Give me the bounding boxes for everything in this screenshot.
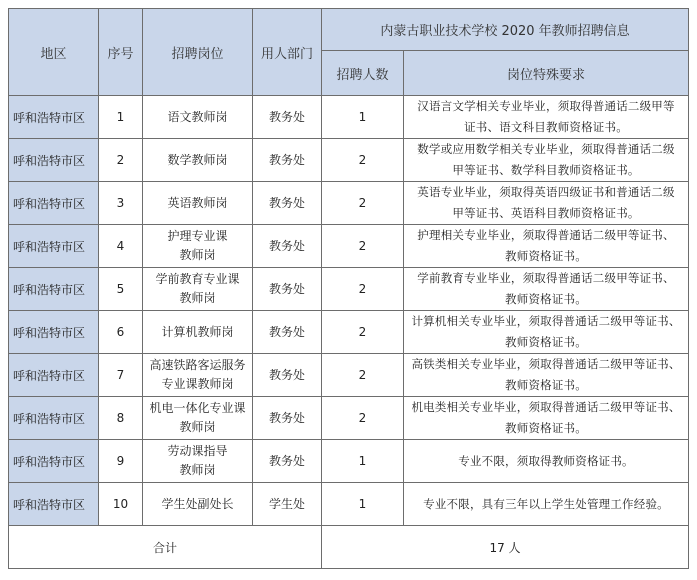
cell-region: 呼和浩特市区	[9, 311, 99, 354]
header-count: 招聘人数	[322, 51, 404, 96]
recruitment-table	[8, 8, 689, 569]
requirement-line: 高铁类相关专业毕业，须取得普通话二级甲等证书、	[411, 357, 681, 371]
cell-region: 呼和浩特市区	[9, 225, 99, 268]
table-row	[9, 225, 689, 268]
cell-requirements	[404, 440, 689, 483]
cell-department: 教务处	[253, 268, 322, 311]
requirement-line: 教师资格证书。	[505, 335, 587, 349]
header-position: 招聘岗位	[143, 9, 253, 96]
cell-index: 1	[99, 96, 143, 139]
cell-position	[143, 440, 253, 483]
position-line: 学前教育专业课	[155, 272, 240, 286]
cell-position	[143, 311, 253, 354]
cell-region: 呼和浩特市区	[9, 139, 99, 182]
cell-department: 教务处	[253, 96, 322, 139]
cell-region: 呼和浩特市区	[9, 397, 99, 440]
table-row	[9, 354, 689, 397]
cell-index: 3	[99, 182, 143, 225]
cell-region: 呼和浩特市区	[9, 268, 99, 311]
cell-index: 2	[99, 139, 143, 182]
table-row	[9, 268, 689, 311]
cell-requirements	[404, 225, 689, 268]
cell-requirements	[404, 96, 689, 139]
footer-total-value: 17 人	[322, 526, 689, 569]
requirement-line: 学前教育专业毕业，须取得普通话二级甲等证书、	[417, 271, 675, 285]
cell-department: 教务处	[253, 182, 322, 225]
cell-requirements	[404, 268, 689, 311]
position-line: 学生处副处长	[161, 496, 234, 511]
cell-position	[143, 397, 253, 440]
cell-region: 呼和浩特市区	[9, 354, 99, 397]
position-line: 数学教师岗	[167, 152, 228, 167]
requirement-line: 教师资格证书。	[505, 378, 587, 392]
cell-position	[143, 96, 253, 139]
cell-department: 教务处	[253, 139, 322, 182]
header-school-title: 内蒙古职业技术学校 2020 年教师招聘信息	[322, 9, 689, 51]
cell-position	[143, 225, 253, 268]
position-line: 教师岗	[179, 420, 216, 434]
cell-position	[143, 483, 253, 526]
requirement-line: 护理相关专业毕业，须取得普通话二级甲等证书、	[417, 228, 675, 242]
cell-requirements	[404, 182, 689, 225]
table-row	[9, 483, 689, 526]
cell-requirements	[404, 354, 689, 397]
cell-count: 2	[322, 268, 404, 311]
position-line: 计算机教师岗	[161, 324, 234, 339]
requirement-line: 英语专业毕业，须取得英语四级证书和普通话二级	[417, 185, 675, 199]
requirement-line: 教师资格证书。	[505, 421, 587, 435]
requirement-line: 机电类相关专业毕业，须取得普通话二级甲等证书、	[411, 400, 681, 414]
cell-department: 教务处	[253, 354, 322, 397]
cell-index: 4	[99, 225, 143, 268]
table-row	[9, 397, 689, 440]
cell-count: 2	[322, 225, 404, 268]
cell-count: 1	[322, 483, 404, 526]
position-line: 教师岗	[179, 248, 216, 262]
requirement-line: 教师资格证书。	[505, 292, 587, 306]
position-line: 护理专业课	[167, 229, 228, 243]
position-line: 英语教师岗	[167, 195, 228, 210]
requirement-line: 甲等证书、数学科目教师资格证书。	[452, 163, 640, 177]
cell-department: 教务处	[253, 225, 322, 268]
requirement-line: 计算机相关专业毕业，须取得普通话二级甲等证书、	[411, 314, 681, 328]
cell-position	[143, 182, 253, 225]
table-row	[9, 182, 689, 225]
position-line: 专业课教师岗	[161, 377, 234, 391]
cell-department: 教务处	[253, 311, 322, 354]
cell-region: 呼和浩特市区	[9, 483, 99, 526]
table-row	[9, 311, 689, 354]
requirement-line: 甲等证书、英语科目教师资格证书。	[452, 206, 640, 220]
cell-count: 2	[322, 182, 404, 225]
position-line: 教师岗	[179, 291, 216, 305]
cell-department: 教务处	[253, 440, 322, 483]
position-line: 劳动课指导	[167, 444, 228, 458]
cell-index: 5	[99, 268, 143, 311]
header-department: 用人部门	[253, 9, 322, 96]
cell-position	[143, 354, 253, 397]
cell-requirements	[404, 139, 689, 182]
cell-index: 7	[99, 354, 143, 397]
cell-requirements	[404, 311, 689, 354]
cell-department: 教务处	[253, 397, 322, 440]
cell-region: 呼和浩特市区	[9, 96, 99, 139]
table-row	[9, 440, 689, 483]
cell-index: 10	[99, 483, 143, 526]
header-index: 序号	[99, 9, 143, 96]
cell-requirements	[404, 397, 689, 440]
cell-department: 学生处	[253, 483, 322, 526]
requirement-line: 数学或应用数学相关专业毕业，须取得普通话二级	[417, 142, 675, 156]
cell-index: 6	[99, 311, 143, 354]
cell-position	[143, 139, 253, 182]
footer-total-label: 合计	[9, 526, 322, 569]
requirement-line: 专业不限，具有三年以上学生处管理工作经验。	[423, 496, 669, 511]
header-requirements: 岗位特殊要求	[404, 51, 689, 96]
cell-position	[143, 268, 253, 311]
position-line: 教师岗	[179, 463, 216, 477]
requirement-line: 汉语言文学相关专业毕业，须取得普通话二级甲等	[417, 99, 675, 113]
cell-count: 2	[322, 397, 404, 440]
cell-count: 2	[322, 311, 404, 354]
cell-index: 8	[99, 397, 143, 440]
cell-index: 9	[99, 440, 143, 483]
cell-requirements	[404, 483, 689, 526]
cell-count: 1	[322, 96, 404, 139]
cell-region: 呼和浩特市区	[9, 440, 99, 483]
cell-region: 呼和浩特市区	[9, 182, 99, 225]
cell-count: 2	[322, 354, 404, 397]
requirement-line: 教师资格证书。	[505, 249, 587, 263]
table-body	[9, 96, 689, 526]
requirement-line: 专业不限，须取得教师资格证书。	[458, 453, 634, 468]
position-line: 语文教师岗	[167, 109, 228, 124]
cell-count: 2	[322, 139, 404, 182]
header-region: 地区	[9, 9, 99, 96]
requirement-line: 证书、语文科目教师资格证书。	[464, 120, 628, 134]
cell-count: 1	[322, 440, 404, 483]
table-row	[9, 96, 689, 139]
position-line: 机电一体化专业课	[149, 401, 246, 415]
position-line: 高速铁路客运服务	[149, 358, 246, 372]
table-row	[9, 139, 689, 182]
